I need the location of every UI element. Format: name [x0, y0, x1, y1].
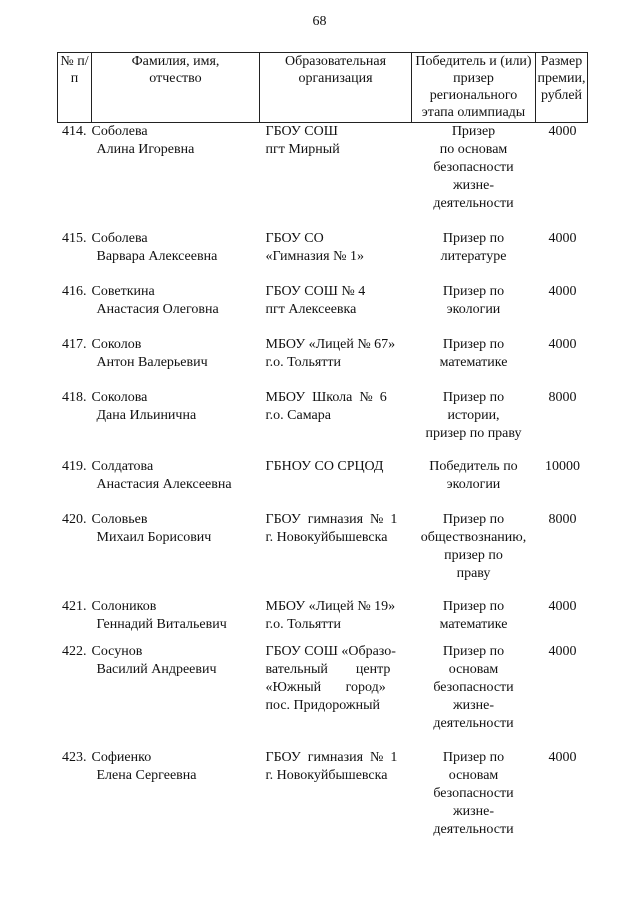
row-number: 419. [62, 458, 87, 474]
award-line: жизне- [452, 803, 495, 819]
organization-line: ГБОУ СОШ № 4 [265, 283, 366, 299]
row-number: 423. [62, 749, 87, 765]
organization-line: пгт Мирный [265, 142, 340, 157]
given-names: Геннадий Витальевич [96, 616, 227, 632]
table-row [58, 598, 588, 643]
award-line: безопасности [433, 679, 514, 695]
award-line: жизне- [452, 178, 495, 193]
award-line: экологии [446, 476, 501, 492]
person-name [92, 598, 260, 643]
organization [260, 643, 412, 749]
award-line: деятельности [433, 715, 514, 731]
row-number: 414. [62, 124, 87, 139]
organization [260, 511, 412, 598]
organization-line: МБОУ «Лицей № 19» [265, 598, 396, 614]
award-line: Победитель по [429, 458, 518, 474]
award-description [412, 598, 536, 643]
organization [260, 283, 412, 336]
award-line: основам [448, 767, 499, 783]
given-names: Елена Сергеевна [96, 767, 197, 783]
award-line: безопасности [433, 160, 514, 175]
surname: Соболева [91, 230, 148, 246]
surname: Соболева [91, 124, 148, 139]
award-description [412, 389, 536, 458]
surname: Соколова [91, 389, 148, 405]
organization-line: г.о. Самара [265, 407, 331, 423]
award-line: математике [439, 354, 508, 370]
award-line: деятельности [433, 821, 514, 837]
award-line: Призер [451, 124, 496, 139]
organization-line: ГБОУ гимназия № 1 [265, 749, 398, 765]
award-line: Призер по [442, 336, 505, 352]
organization-line: МБОУ Школа № 6 [265, 389, 387, 405]
prize-amount: 4000 [548, 283, 577, 299]
prize-amount: 4000 [548, 336, 577, 352]
organization-line: ГБОУ СОШ «Образо- [265, 643, 396, 659]
person-name [92, 389, 260, 458]
table-row [58, 749, 588, 839]
award-line: обществознанию, [420, 529, 527, 545]
award-line: истории, [447, 407, 500, 423]
prize-amount: 8000 [548, 389, 577, 405]
row-number: 422. [62, 643, 87, 659]
person-name [92, 123, 260, 230]
award-line: Призер по [442, 643, 505, 659]
award-description [412, 123, 536, 230]
person-name [92, 230, 260, 283]
organization-line: ГБНОУ СО СРЦОД [265, 458, 384, 474]
award-description [412, 336, 536, 389]
award-line: Призер по [442, 283, 505, 299]
table-row [58, 336, 588, 389]
organization [260, 230, 412, 283]
header-num: № п/п [58, 53, 92, 123]
header-org: Образовательная организация [260, 53, 412, 123]
surname: Советкина [91, 283, 155, 299]
person-name [92, 336, 260, 389]
awards-table [57, 52, 588, 839]
organization-line: ГБОУ СОШ [265, 124, 338, 139]
prize-amount: 8000 [548, 511, 577, 527]
award-line: Призер по [442, 598, 505, 614]
given-names: Алина Игоревна [96, 142, 195, 157]
given-names: Антон Валерьевич [96, 354, 208, 370]
table-header-row [58, 53, 588, 123]
organization [260, 336, 412, 389]
surname: Соловьев [91, 511, 148, 527]
surname: Соколов [91, 336, 142, 352]
award-description [412, 643, 536, 749]
person-name [92, 511, 260, 598]
organization [260, 458, 412, 511]
table-row [58, 230, 588, 283]
surname: Сосунов [91, 643, 143, 659]
surname: Солдатова [91, 458, 154, 474]
award-line: Призер по [442, 511, 505, 527]
award-line: литературе [440, 248, 507, 264]
award-line: безопасности [433, 785, 514, 801]
table-body [58, 123, 588, 839]
award-line: математике [439, 616, 508, 632]
table-row [58, 458, 588, 511]
organization-line: пос. Придорожный [265, 697, 380, 713]
surname: Солоников [91, 598, 157, 614]
organization-line: пгт Алексеевка [265, 301, 357, 317]
table-row [58, 283, 588, 336]
organization-line: ГБОУ гимназия № 1 [265, 511, 398, 527]
prize-amount: 4000 [548, 230, 577, 246]
row-number: 416. [62, 283, 87, 299]
row-number: 417. [62, 336, 87, 352]
row-number: 421. [62, 598, 87, 614]
row-number: 415. [62, 230, 87, 246]
table-row [58, 389, 588, 458]
organization [260, 749, 412, 839]
organization-line: г.о. Тольятти [265, 616, 342, 632]
award-line: по основам [439, 142, 508, 157]
header-prize: Размер премии, рублей [536, 53, 588, 123]
row-number: 418. [62, 389, 87, 405]
organization [260, 389, 412, 458]
organization [260, 123, 412, 230]
given-names: Анастасия Алексеевна [96, 476, 232, 492]
award-line: экологии [446, 301, 501, 317]
award-line: деятельности [433, 196, 514, 211]
award-description [412, 458, 536, 511]
table-row [58, 511, 588, 598]
award-line: призер по [444, 547, 503, 563]
given-names: Михаил Борисович [96, 529, 212, 545]
organization-line: г.о. Тольятти [265, 354, 342, 370]
surname: Софиенко [91, 749, 152, 765]
award-line: Призер по [442, 389, 505, 405]
given-names: Анастасия Олеговна [96, 301, 219, 317]
organization-line: г. Новокуйбышевска [265, 767, 388, 783]
table-row [58, 123, 588, 230]
award-description [412, 230, 536, 283]
row-number: 420. [62, 511, 87, 527]
given-names: Василий Андреевич [96, 661, 217, 677]
table-row [58, 643, 588, 749]
award-line: Призер по [442, 749, 505, 765]
prize-amount: 4000 [548, 643, 577, 659]
award-line: основам [448, 661, 499, 677]
page-number: 68 [312, 14, 327, 29]
award-line: Призер по [442, 230, 505, 246]
prize-amount: 4000 [548, 749, 577, 765]
award-description [412, 511, 536, 598]
organization-line: ГБОУ СО [265, 230, 324, 246]
prize-amount: 4000 [548, 124, 577, 139]
award-line: жизне- [452, 697, 495, 713]
header-award: Победитель и (или) призер регионального этапа олимпиады [412, 53, 536, 123]
person-name [92, 643, 260, 749]
organization-line: МБОУ «Лицей № 67» [265, 336, 396, 352]
award-description [412, 749, 536, 839]
award-line: призер по праву [425, 425, 522, 441]
given-names: Варвара Алексеевна [96, 248, 218, 264]
header-name: Фамилия, имя, отчество [92, 53, 260, 123]
prize-amount: 4000 [548, 598, 577, 614]
given-names: Дана Ильинична [96, 407, 197, 423]
prize-amount: 10000 [545, 458, 580, 474]
organization-line: «Южный город» [265, 679, 386, 695]
person-name [92, 749, 260, 839]
organization [260, 598, 412, 643]
organization-line: «Гимназия № 1» [265, 248, 364, 264]
organization-line: г. Новокуйбышевска [265, 529, 388, 545]
organization-line: вательный центр [265, 661, 391, 677]
person-name [92, 458, 260, 511]
award-description [412, 283, 536, 336]
person-name [92, 283, 260, 336]
award-line: праву [456, 565, 491, 581]
